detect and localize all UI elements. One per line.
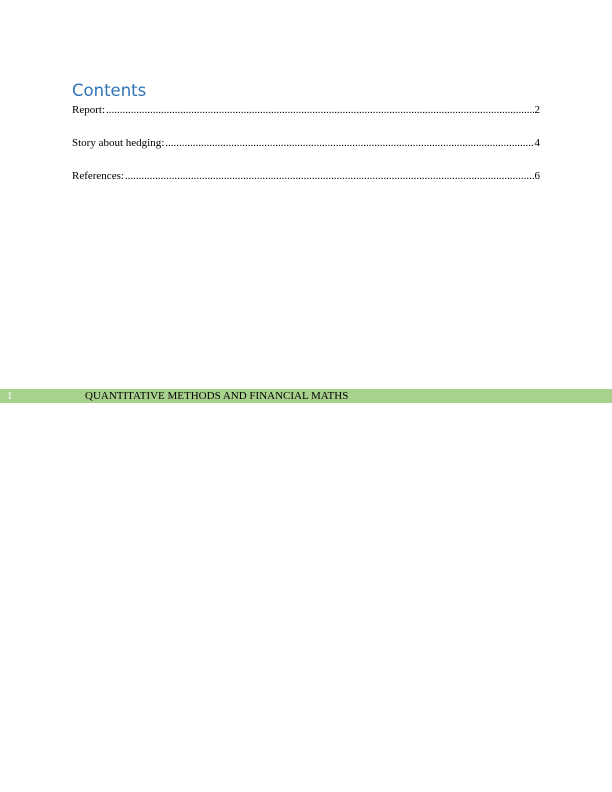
toc-entry-label: Story about hedging:	[72, 137, 165, 149]
footer-title: QUANTITATIVE METHODS AND FINANCIAL MATHS	[85, 390, 349, 402]
toc-entry-page: 6	[534, 170, 540, 182]
toc-entry-page: 2	[534, 104, 540, 116]
toc-leader-dots	[125, 170, 534, 182]
toc-entry-story-about-hedging[interactable]	[72, 137, 540, 153]
toc-entry-report[interactable]	[72, 104, 540, 120]
toc-leader-dots	[106, 104, 534, 116]
toc-entry-label: Report:	[72, 104, 105, 116]
toc-entry-page: 4	[534, 137, 540, 149]
toc-entry-label: References:	[72, 170, 124, 182]
toc-entry-references[interactable]	[72, 170, 540, 186]
toc-leader-dots	[165, 137, 533, 149]
contents-heading: Contents	[72, 81, 147, 100]
footer-page-number: 1	[7, 390, 13, 402]
